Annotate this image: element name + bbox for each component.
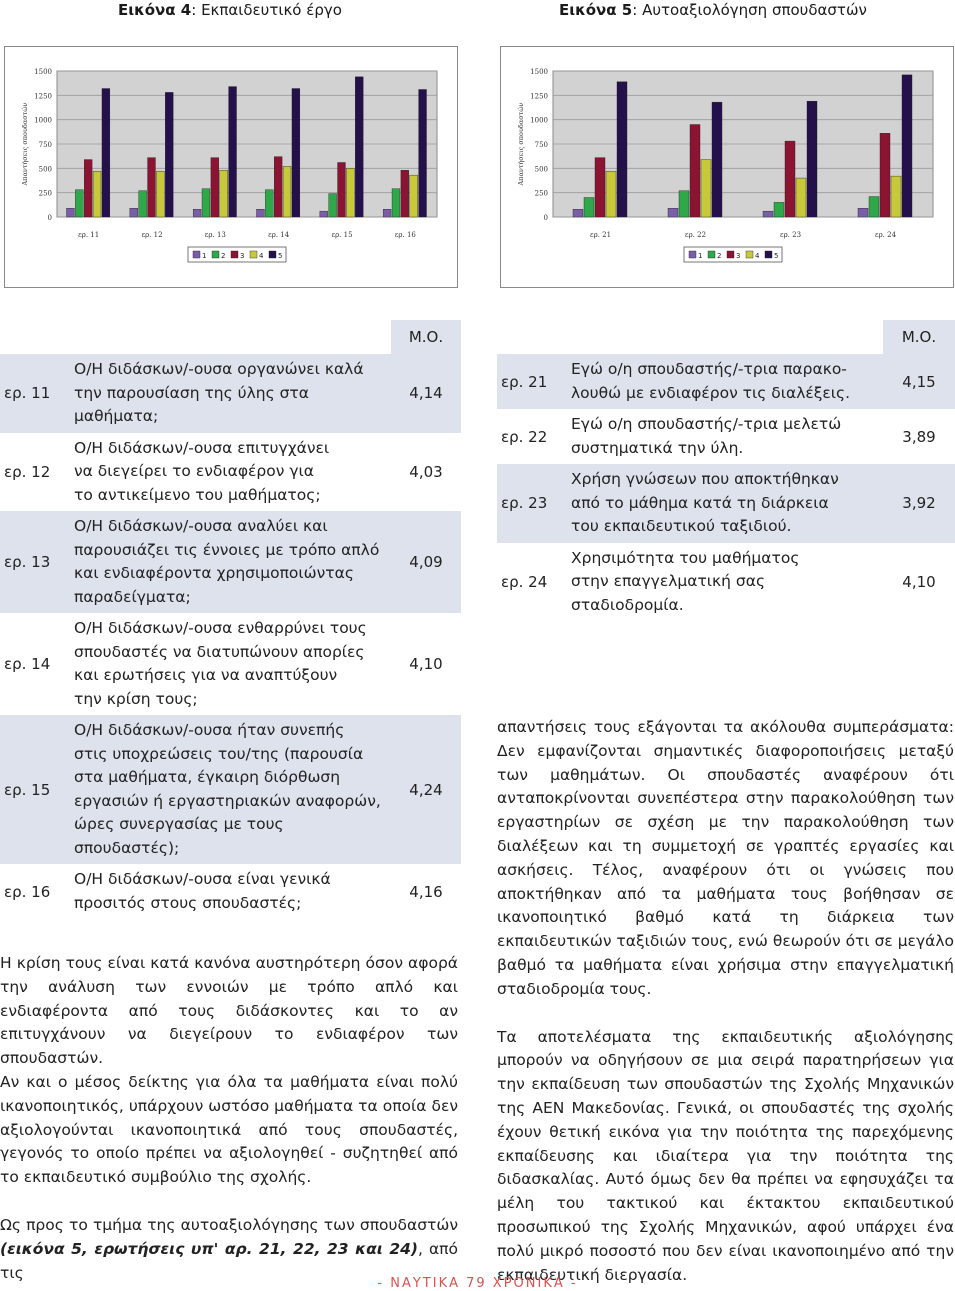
page-footer: - ΝΑΥΤΙΚΑ 79 ΧΡΟΝΙΚΑ - [377, 1276, 578, 1291]
bar-ερ11-s2 [75, 190, 83, 217]
y-tick-label: 500 [38, 165, 52, 174]
chart-5 [501, 47, 953, 287]
bar-ερ22-s2 [679, 191, 689, 217]
question-line: Χρήση γνώσεων που αποκτήθηκαν [571, 470, 839, 488]
chart-4-frame [4, 46, 458, 288]
bar-ερ12-s1 [130, 208, 138, 217]
table-row [0, 511, 461, 613]
question-line: προσιτός στους σπουδαστές; [74, 893, 302, 912]
paragraph: Αν και ο μέσος δείκτης για όλα τα μαθήματα είναι πολύ ικανοποιητικός, υπάρχουν ωστόσο μαθήματα τα οποία δεν αξιολογούνται ικανοποιητικά από τους σπουδαστές, γεγονός το οποίο πρέπει να αξιολογηθεί - συζητηθεί από το εκπαιδευτικό συμβούλιο της σχολής. [0, 1072, 458, 1187]
bar-ερ24-s3 [880, 133, 890, 217]
y-tick-label: 250 [38, 189, 52, 198]
question-number: ερ. 23 [497, 464, 559, 543]
legend-swatch [212, 251, 219, 258]
bar-ερ16-s1 [383, 209, 391, 217]
table-row [0, 354, 461, 433]
self-assessment-table [497, 320, 955, 621]
legend-label: 4 [755, 252, 760, 260]
bar-ερ21-s4 [606, 171, 616, 217]
legend-swatch [765, 251, 772, 258]
question-line: στις υποχρεώσεις του/της (παρουσία [74, 744, 364, 763]
bar-ερ24-s2 [869, 197, 879, 217]
bar-ερ11-s5 [102, 89, 110, 217]
y-tick-label: 1250 [34, 92, 52, 101]
y-tick-label: 1000 [530, 116, 548, 125]
figure-4-title: Εικόνα 4: Εκπαιδευτικό έργο [118, 1, 342, 19]
question-line: και ερωτήσεις για να αναπτύξουν [74, 666, 338, 684]
bar-ερ22-s1 [668, 208, 678, 217]
bar-ερ23-s5 [807, 101, 817, 217]
bar-ερ11-s3 [84, 160, 92, 217]
table-row [0, 613, 461, 715]
question-number: ερ. 11 [0, 354, 62, 433]
paragraph: Η κρίση τους είναι κατά κανόνα αυστηρότερη όσον αφορά την ανάλυση των εννοιών με τρόπο απλό και ενδιαφέροντα από τους διδάσκοντες και το αν επιτυγχάνουν να διεγείρουν το ενδιαφέρον των σπουδαστών. [0, 954, 458, 1068]
teaching-work-table [0, 320, 461, 919]
question-line: Εγώ ο/η σπουδαστής/-τρια παρακο- [571, 360, 847, 378]
bar-ερ16-s5 [419, 89, 427, 217]
question-line: την κρίση τους; [74, 689, 198, 708]
question-line: εργασιών ή εργαστηριακών αναφορών, [74, 791, 381, 810]
table-row [497, 409, 955, 464]
bar-ερ23-s4 [796, 178, 806, 217]
table-row [0, 715, 461, 864]
question-text [62, 715, 391, 864]
question-line: λουθώ με ενδιαφέρον τις διαλέξεις. [571, 383, 851, 402]
y-tick-label: 250 [534, 189, 548, 198]
legend-swatch [708, 251, 715, 258]
mean-header: Μ.Ο. [883, 320, 955, 354]
legend-label: 5 [774, 252, 779, 260]
legend-label: 4 [259, 252, 264, 260]
table-row [497, 543, 955, 622]
x-tick-label: ερ. 24 [874, 231, 897, 239]
legend-swatch [231, 251, 238, 258]
question-text [559, 464, 883, 543]
legend-swatch [250, 251, 257, 258]
question-line: Ο/Η διδάσκων/-ουσα είναι γενικά [74, 870, 331, 888]
question-line: Ο/Η διδάσκων/-ουσα αναλύει και [74, 517, 328, 535]
x-tick-label: ερ. 16 [394, 231, 416, 239]
paragraph: Ως προς το τμήμα της αυτοαξιολόγησης των σπουδαστών (εικόνα 5, ερωτήσεις υπ' αρ. 21, 22, 23 και 24), από τις [0, 1215, 458, 1282]
y-tick-label: 1500 [34, 68, 52, 76]
legend-label: 1 [698, 252, 703, 260]
bar-ερ23-s1 [763, 211, 773, 217]
bar-ερ21-s1 [573, 209, 583, 217]
left-column-text [0, 952, 458, 1285]
y-tick-label: 1500 [530, 68, 548, 76]
mean-value: 3,92 [883, 464, 955, 543]
bar-ερ14-s1 [257, 209, 265, 217]
bar-ερ24-s1 [858, 208, 868, 217]
bar-ερ15-s4 [346, 168, 354, 217]
bar-ερ15-s5 [355, 77, 363, 217]
question-line: την παρουσίαση της ύλης στα μαθήματα; [74, 383, 309, 425]
bar-ερ21-s5 [617, 82, 627, 217]
bar-ερ16-s4 [410, 175, 418, 217]
question-number: ερ. 13 [0, 511, 62, 613]
question-line: και ενδιαφέροντα χρησιμοποιώντας [74, 564, 354, 582]
x-tick-label: ερ. 22 [684, 231, 707, 239]
bar-ερ24-s5 [902, 75, 912, 217]
question-number: ερ. 16 [4, 882, 51, 901]
question-number: ερ. 24 [501, 572, 548, 591]
question-line: να διεγείρει το ενδιαφέρον για [74, 462, 314, 480]
question-number: ερ. 15 [0, 715, 62, 864]
mean-value: 3,89 [902, 427, 936, 446]
legend-swatch [746, 251, 753, 258]
bar-ερ22-s3 [690, 125, 700, 217]
legend-label: 3 [736, 252, 741, 260]
legend-swatch [269, 251, 276, 258]
question-line: Ο/Η διδάσκων/-ουσα ήταν συνεπής [74, 721, 345, 739]
x-tick-label: ερ. 21 [589, 231, 612, 239]
bar-ερ11-s1 [67, 208, 75, 217]
question-text [62, 613, 391, 715]
y-tick-label: 1000 [34, 116, 52, 125]
figure-5-title: Εικόνα 5: Αυτοαξιολόγηση σπουδαστών [559, 1, 867, 19]
mean-value: 4,03 [409, 462, 443, 481]
question-line: συστηματικά την ύλη. [571, 438, 744, 457]
legend-swatch [193, 251, 200, 258]
bar-ερ13-s3 [211, 158, 219, 217]
legend-label: 2 [717, 252, 722, 260]
table-row [497, 354, 955, 409]
y-tick-label: 750 [38, 141, 52, 149]
mean-value: 4,24 [391, 715, 461, 864]
mean-value: 4,10 [902, 572, 936, 591]
legend-swatch [689, 251, 696, 258]
mean-value: 4,09 [391, 511, 461, 613]
bar-ερ14-s4 [283, 166, 291, 217]
y-tick-label: 1250 [530, 92, 548, 101]
question-text [62, 354, 391, 433]
question-line: Ο/Η διδάσκων/-ουσα ενθαρρύνει τους [74, 619, 367, 637]
bar-ερ12-s5 [165, 92, 173, 217]
legend-swatch [727, 251, 734, 258]
bar-ερ23-s2 [774, 202, 784, 217]
question-line: παρουσιάζει τις έννοιες με τρόπο απλό [74, 540, 380, 559]
y-tick-label: 750 [534, 141, 548, 149]
bar-ερ11-s4 [93, 171, 101, 217]
question-line: Ο/Η διδάσκων/-ουσα οργανώνει καλά [74, 360, 364, 378]
table-row [0, 864, 461, 919]
legend-label: 5 [278, 252, 283, 260]
question-number: ερ. 14 [4, 655, 51, 673]
bar-ερ24-s4 [891, 176, 901, 217]
x-tick-label: ερ. 15 [331, 231, 353, 239]
question-text [559, 543, 883, 622]
mean-value: 4,14 [391, 354, 461, 433]
question-line: στην επαγγελματική σας σταδιοδρομία. [571, 572, 766, 614]
question-line: Εγώ ο/η σπουδαστής/-τρια μελετώ [571, 415, 842, 433]
question-number: ερ. 22 [501, 427, 548, 446]
bar-ερ22-s4 [701, 160, 711, 217]
x-tick-label: ερ. 23 [779, 231, 802, 239]
mean-value: 4,16 [409, 882, 443, 901]
table-row [0, 433, 461, 512]
x-tick-label: ερ. 13 [204, 231, 226, 239]
bar-ερ21-s2 [584, 198, 594, 217]
question-line: από το μάθημα κατά τη διάρκεια [571, 493, 829, 512]
question-number: ερ. 12 [4, 462, 51, 481]
mean-value: 4,10 [409, 655, 443, 673]
legend-label: 1 [202, 252, 207, 260]
legend-label: 3 [240, 252, 245, 260]
bar-ερ21-s3 [595, 158, 605, 217]
bar-ερ22-s5 [712, 102, 722, 217]
question-text [62, 433, 391, 512]
bar-ερ16-s2 [392, 189, 400, 217]
x-tick-label: ερ. 14 [268, 231, 290, 239]
bar-ερ13-s5 [229, 87, 237, 217]
x-tick-label: ερ. 12 [141, 231, 163, 239]
chart-4 [5, 47, 457, 287]
bar-ερ14-s2 [265, 190, 273, 217]
bar-ερ13-s1 [193, 209, 201, 217]
x-tick-label: ερ. 11 [78, 231, 100, 239]
bar-ερ12-s2 [139, 191, 147, 217]
question-line: παραδείγματα; [74, 587, 191, 606]
mean-value: 4,15 [883, 354, 955, 409]
y-tick-label: 0 [543, 214, 548, 222]
bar-ερ23-s3 [785, 141, 795, 217]
bar-ερ15-s2 [329, 194, 337, 217]
question-line: το αντικείμενο του μαθήματος; [74, 485, 321, 504]
y-tick-label: 0 [47, 214, 52, 222]
bar-ερ13-s4 [220, 170, 228, 217]
chart-5-frame [500, 46, 954, 288]
paragraph: Τα αποτελέσματα της εκπαιδευτικής αξιολόγησης μπορούν να οδηγήσουν σε μια σειρά παρατηρήσεων για την εκπαίδευση των σπουδαστών της Σχολής Μηχανικών της ΑΕΝ Μακεδονίας. Γενικά, οι σπουδαστές της σχολής έχουν θετική εικόνα για την ποιότητα της παρεχόμενης εκπαίδευσης και ιδιαίτερα για την ποιότητα της διδασκαλίας. Αυτό όμως δεν θα πρέπει να εφησυχάζει τα μέλη του τακτικού και έκτακτου εκπαιδευτικού προσωπικού της Σχολής Μηχανικών, αφού υπάρχει ένα πολύ μικρό ποσοστό που δεν είναι ικανοποιημένο από την εκπαιδευτική διεργασία. [497, 1027, 954, 1284]
paragraph: απαντήσεις τους εξάγονται τα ακόλουθα συμπεράσματα: Δεν εμφανίζονται σημαντικές διαφοροποιήσεις μεταξύ των μαθημάτων. Οι σπουδαστές αναφέρουν ότι ανταποκρίνονται συνεπέστερα στην παρακολούθηση των εργαστηρίων σε σχέση με την παρακολούθηση των διαλέξεων και τη συμμετοχή σε γραπτές εργασίες και ασκήσεις. Τέλος, αναφέρουν ότι οι γνώσεις που αποκτήθηκαν από τα μαθήματα τους βοήθησαν σε ικανοποιητικό βαθμό κατά τη διάρκεια των εκπαιδευτικών ταξιδιών τους, ενώ θεωρούν ότι σε μεγάλο βαθμό τα μαθήματα είναι χρήσιμα στην επαγγελματική σταδιοδρομία τους. [497, 718, 954, 998]
question-text [62, 864, 391, 919]
question-line: Ο/Η διδάσκων/-ουσα επιτυγχάνει [74, 438, 330, 457]
legend-label: 2 [221, 252, 226, 260]
bar-ερ13-s2 [202, 189, 210, 217]
question-line: Χρησιμότητα του μαθήματος [571, 548, 800, 567]
bar-ερ14-s5 [292, 89, 300, 217]
question-number: ερ. 21 [497, 354, 559, 409]
bar-ερ15-s3 [338, 162, 346, 217]
y-axis-label: Απαντήσεις σπουδαστών [517, 102, 525, 186]
table-row [497, 464, 955, 543]
right-column-text [497, 716, 954, 1287]
bar-ερ12-s4 [156, 171, 164, 217]
question-text [559, 409, 883, 464]
question-text [559, 354, 883, 409]
question-line: ώρες συνεργασίας με τους σπουδαστές); [74, 815, 284, 857]
bar-ερ12-s3 [148, 158, 156, 217]
question-text [62, 511, 391, 613]
question-line: του εκπαιδευτικού ταξιδιού. [571, 517, 792, 535]
question-line: σπουδαστές να διατυπώνουν απορίες [74, 642, 365, 661]
bar-ερ16-s3 [401, 170, 409, 217]
y-tick-label: 500 [534, 165, 548, 174]
bar-ερ14-s3 [274, 157, 282, 217]
mean-header: Μ.Ο. [391, 320, 461, 354]
y-axis-label: Απαντήσεις σπουδαστών [21, 102, 29, 186]
question-line: στα μαθήματα, έγκαιρη διόρθωση [74, 768, 341, 786]
bar-ερ15-s1 [320, 211, 328, 217]
